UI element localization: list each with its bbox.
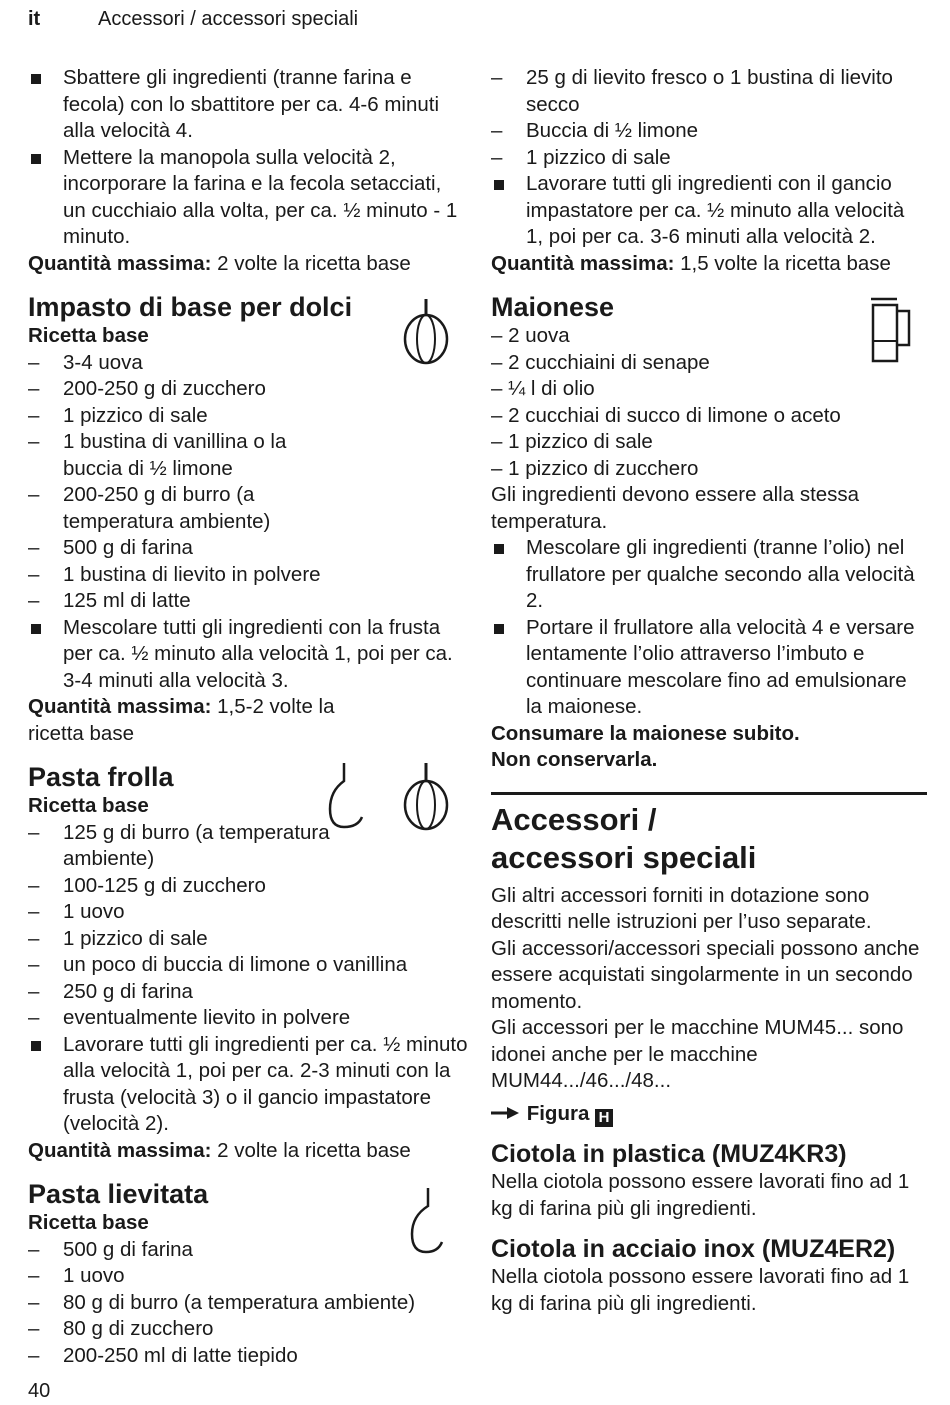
ingredient: – 1 pizzico di zucchero xyxy=(491,456,699,480)
step-item xyxy=(28,65,468,145)
ingredient: – 2 uova xyxy=(491,324,570,347)
paragraph: Nella ciotola possono essere lavorati fino ad 1 kg di farina più gli ingredienti. xyxy=(491,1265,910,1315)
ingredient: 100-125 g di zucchero xyxy=(63,873,266,897)
step-item xyxy=(28,145,468,251)
ingredient: – ¼ l di olio xyxy=(491,377,595,400)
paragraph: Gli accessori/accessori speciali possono anche essere acquistati singolarmente in un secondo momento. xyxy=(491,936,920,1013)
section-subtitle: Ricetta base xyxy=(28,324,149,347)
paragraph: Nella ciotola possono essere lavorati fino ad 1 kg di farina più gli ingredienti. xyxy=(491,1170,910,1220)
ingredient: 80 g di zucchero xyxy=(63,1317,214,1340)
section-title: Accessori / xyxy=(491,801,657,837)
warning-text: Non conservarla. xyxy=(491,748,658,771)
max-quantity: Quantità massima: 2 volte la ricetta base xyxy=(28,251,411,275)
paragraph: Gli altri accessori forniti in dotazione sono descritti nelle istruzioni per l’uso separate. xyxy=(491,883,872,933)
figure-label: Figura xyxy=(526,1101,590,1125)
ingredient: – 2 cucchiai di succo di limone o aceto xyxy=(491,403,841,427)
ingredient: un poco di buccia di limone o vanillina xyxy=(63,953,408,976)
ingredient: 500 g di farina xyxy=(63,1237,193,1261)
ingredient: – 1 pizzico di sale xyxy=(491,430,653,453)
page-number: 40 xyxy=(28,1380,51,1402)
figure-reference xyxy=(491,1101,927,1128)
max-quantity: Quantità massima: 1,5-2 volte la ricetta base xyxy=(28,695,335,745)
note-text: Gli ingredienti devono essere alla stessa temperatura. xyxy=(491,483,860,533)
max-quantity: Quantità massima: 2 volte la ricetta base xyxy=(28,1138,411,1162)
step-text: Sbattere gli ingredienti (tranne farina e fecola) con lo sbattitore per ca. 4-6 minuti alla velocità 4. xyxy=(63,66,440,142)
section-subtitle: Ricetta base xyxy=(28,794,149,817)
ingredient: 1 pizzico di sale xyxy=(63,926,208,950)
ingredient: Buccia di ½ limone xyxy=(526,119,699,142)
section-title: Impasto di base per dolci xyxy=(28,292,353,322)
section-accessori xyxy=(491,792,927,1128)
right-column: – 25 g di lievito fresco o 1 bustina di lievito secco – Buccia di ½ limone – 1 pizzico di sale Lavorare tutti gli ingredienti con il gancio impastatore per ca. ½ minuto alla velocità 1, poi per ca. 3-6 minuti alla velocità 2. Quantità massima: 1,5 volte la ricetta base Maionese – 2 uova – 2 cucchiaini di senape – ¼ l di olio – 2 cucchiai di succo di limone o aceto – 1 pizzico di sale – 1 pizzico di zucchero Gli ingredienti devono essere alla stessa temperatura. Mescolare gli ingredienti (tranne l’olio) nel frullatore per qualche secondo alla velocità 2. Portare il frullatore alla velocità 4 e versare lentamente l’olio attraverso l’imbuto e continuare mescolare fino ad emulsionare la maionese. Consumare la maionese subito. Non conservarla. Accessori / accessori speciali Gli altri accessori forniti in dotazione sono descritti nelle istruzioni per l’uso separate. Gli accessori/accessori speciali possono anche essere acquistati singolarmente in un secondo momento. Gli accessori per le macchine MUM45... sono idonei anche per le macchine MUM44.../46.../48... Figura H Ciotola in plastica (MUZ4KR3) Nella ciotola possono essere lavorati fino ad 1 kg di farina più gli ingredienti. Ciotola in acciaio inox (MUZ4ER2) Nella ciotola possono essere lavorati fino ad 1 kg di farina più gli ingredienti. xyxy=(491,65,927,1317)
ingredient: 1 uovo xyxy=(63,1264,125,1287)
blender-icon xyxy=(867,295,917,365)
ingredient: eventualmente lievito in polvere xyxy=(63,1006,351,1029)
arrow-right-icon xyxy=(491,1106,521,1120)
section-title: Maionese xyxy=(491,292,615,322)
step-text: Lavorare tutti gli ingredienti per ca. ½ minuto alla velocità 1, poi per ca. 2-3 minuti con la frusta (velocità 3) o il gancio impastatore (velocità 2). xyxy=(63,1032,468,1135)
step-text: Portare il frullatore alla velocità 4 e versare lentamente l’olio attraverso l’imbuto e continuare mescolare fino ad emulsionare la maionese. xyxy=(526,615,915,718)
ingredient: 125 ml di latte xyxy=(63,589,191,612)
step-text: Lavorare tutti gli ingredienti con il gancio impastatore per ca. ½ minuto alla velocità 1, poi per ca. 3-6 minuti alla velocità 2. xyxy=(526,172,905,248)
step-text: Mescolare gli ingredienti (tranne l’olio) nel frullatore per qualche secondo alla velocità 2. xyxy=(526,536,915,612)
left-column xyxy=(28,65,468,1369)
header-title: Accessori / accessori speciali xyxy=(98,8,359,30)
ingredient: 3-4 uova xyxy=(63,350,143,374)
ingredient: 1 bustina di vanillina o la buccia di ½ limone xyxy=(63,430,287,480)
section-ciotola-inox xyxy=(491,1234,927,1317)
section-impasto: Impasto di base per dolci Ricetta base – 3-4 uova – 200-250 g di zucchero – 1 pizzico di sale – 1 bustina di vanillina o la buccia di ½ limone – 200-250 g di burro (a temperatura ambiente) – 500 g di farina – 1 bustina di lievito in polvere – 125 ml di latte Mescolare tutti gli ingredienti con la frusta per ca. ½ minuto alla velocità 1, poi per ca. 3-4 minuti alla velocità 3. Quantità massima: 1,5-2 volte la ricetta base xyxy=(28,291,468,747)
ingredient: 200-250 ml di latte tiepido xyxy=(63,1343,298,1367)
paragraph: Gli accessori per le macchine MUM45... sono idonei anche per le macchine MUM44.../46.../48... xyxy=(491,1016,904,1092)
ingredient: 1 uovo xyxy=(63,900,125,923)
section-title: Pasta frolla xyxy=(28,762,174,792)
ingredient: 80 g di burro (a temperatura ambiente) xyxy=(63,1290,416,1314)
ingredient: – 2 cucchiaini di senape xyxy=(491,350,710,374)
max-quantity: Quantità massima: 1,5 volte la ricetta base xyxy=(491,251,891,275)
section-title: Ciotola in acciaio inox (MUZ4ER2) xyxy=(491,1235,896,1263)
section-lievitata: Pasta lievitata Ricetta base – 500 g di farina – 1 uovo – 80 g di burro (a temperatura ambiente) – 80 g di zucchero – 200-250 ml di latte tiepido xyxy=(28,1178,468,1369)
ingredient: 1 bustina di lievito in polvere xyxy=(63,562,321,586)
ingredient: 250 g di farina xyxy=(63,979,193,1003)
section-frolla: Pasta frolla Ricetta base – 125 g di burro (a temperatura ambiente) – 100-125 g di zucchero – 1 uovo – 1 pizzico di sale – un poco di buccia di limone o vanillina – 250 g di farina – eventualmente lievito in polvere Lavorare tutti gli ingredienti per ca. ½ minuto alla velocità 1, poi per ca. 2-3 minuti con la frusta (velocità 3) o il gancio impastatore (velocità 2). Quantità massima: 2 volte la ricetta base xyxy=(28,761,468,1164)
ingredient: 200-250 g di burro (a temperatura ambiente) xyxy=(63,483,271,533)
figure-letter: H xyxy=(595,1109,613,1127)
section-title-line2: accessori speciali xyxy=(491,839,757,875)
section-subtitle: Ricetta base xyxy=(28,1211,149,1234)
ingredient: 1 pizzico di sale xyxy=(63,403,208,427)
step-text: Mescolare tutti gli ingredienti con la frusta per ca. ½ minuto alla velocità 1, poi per ca. 3-4 minuti alla velocità 3. xyxy=(63,615,453,692)
ingredient: 125 g di burro (a temperatura ambiente) xyxy=(63,820,330,870)
ingredient: 25 g di lievito fresco o 1 bustina di lievito secco xyxy=(526,66,893,116)
ingredient: 500 g di farina xyxy=(63,536,193,559)
section-maionese xyxy=(491,291,927,774)
section-title: Pasta lievitata xyxy=(28,1179,209,1209)
section-ciotola-plastica xyxy=(491,1139,927,1222)
warning-text: Consumare la maionese subito. xyxy=(491,721,800,745)
step-text: Mettere la manopola sulla velocità 2, incorporare la farina e la fecola setacciati, un cucchiaio alla volta, per ca. ½ minuto - 1 minuto. xyxy=(63,145,458,248)
page-header xyxy=(28,6,358,33)
section-title: Ciotola in plastica (MUZ4KR3) xyxy=(491,1140,847,1168)
ingredient: 1 pizzico di sale xyxy=(526,145,671,169)
ingredient: 200-250 g di zucchero xyxy=(63,377,266,400)
language-code: it xyxy=(28,8,41,30)
